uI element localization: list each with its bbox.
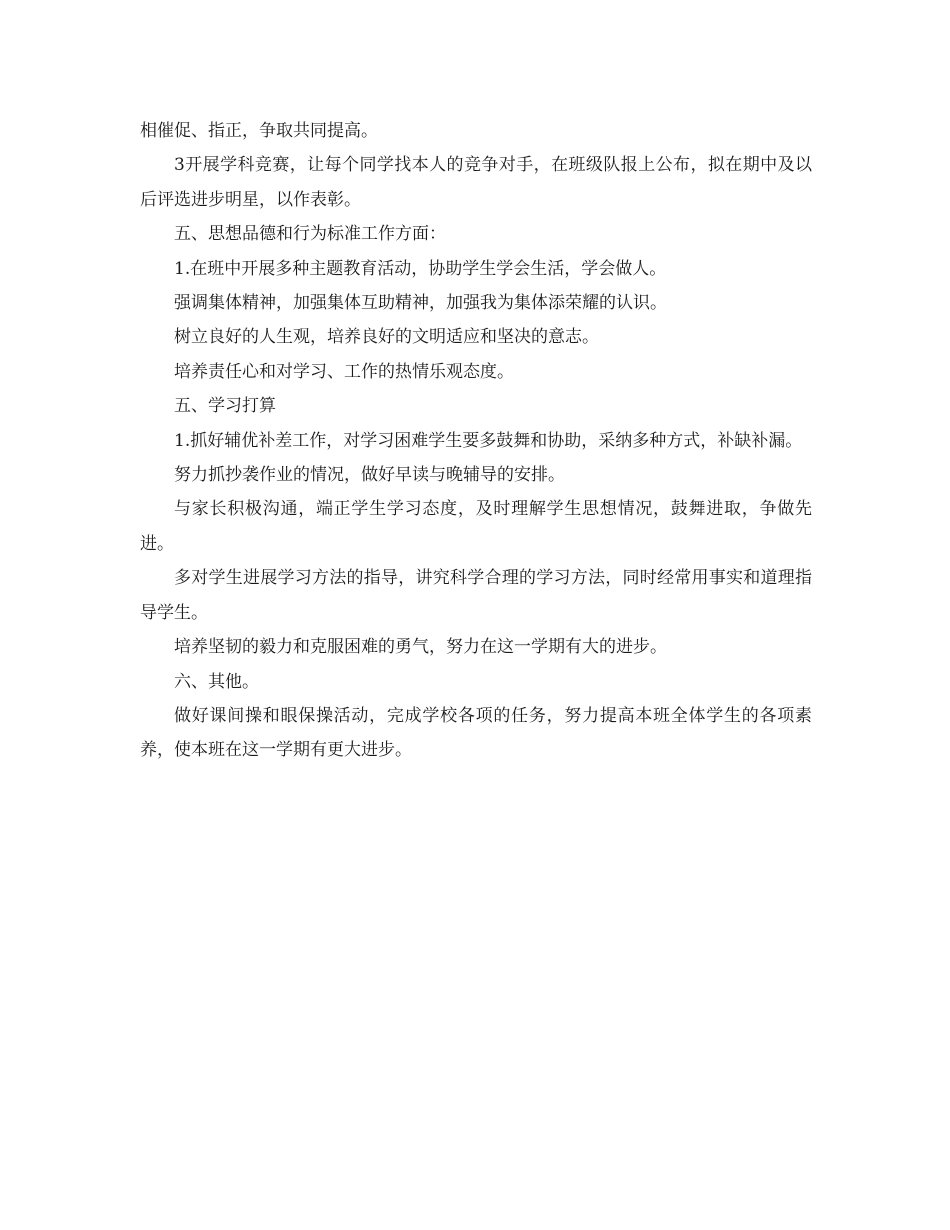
paragraph-exercises-tasks: 做好课间操和眼保操活动，完成学校各项的任务，努力提高本班全体学生的各项素养，使本班在这一学期有更大进步。 [140, 705, 812, 761]
paragraph-theme-education: 1.在班中开展多种主题教育活动，协助学生学会生活，学会做人。 [174, 258, 667, 279]
paragraph-outlook-on-life: 树立良好的人生观，培养良好的文明适应和坚决的意志。 [174, 327, 599, 348]
paragraph-homework-copying: 努力抓抄袭作业的情况，做好早读与晚辅导的安排。 [174, 465, 565, 486]
paragraph-continuation: 相催促、指正，争取共同提高。 [140, 121, 378, 141]
section-heading-moral-behavior: 五、思想品德和行为标准工作方面： [174, 224, 446, 245]
paragraph-subject-competition: 3开展学科竞赛，让每个同学找本人的竞争对手，在班级队报上公布，拟在期中及以后评选进步明星，以作表彰。 [140, 155, 812, 210]
paragraph-study-methods: 多对学生进展学习方法的指导，讲究科学合理的学习方法，同时经常用事实和道理指导学生。 [140, 568, 812, 623]
paragraph-perseverance: 培养坚韧的毅力和克服困难的勇气，努力在这一学期有大的进步。 [174, 637, 667, 658]
paragraph-collective-spirit: 强调集体精神，加强集体互助精神，加强我为集体添荣耀的认识。 [174, 293, 667, 314]
paragraph-parent-communication: 与家长积极沟通，端正学生学习态度，及时理解学生思想情况，鼓舞进取，争做先进。 [140, 499, 812, 554]
paragraph-responsibility: 培养责任心和对学习、工作的热情乐观态度。 [174, 361, 514, 382]
document-body [140, 114, 812, 768]
paragraph-tutoring: 1.抓好辅优补差工作，对学习困难学生要多鼓舞和协助，采纳多种方式，补缺补漏。 [174, 430, 803, 451]
section-heading-study-plan: 五、学习打算 [174, 396, 276, 417]
section-heading-other: 六、其他。 [174, 671, 259, 692]
